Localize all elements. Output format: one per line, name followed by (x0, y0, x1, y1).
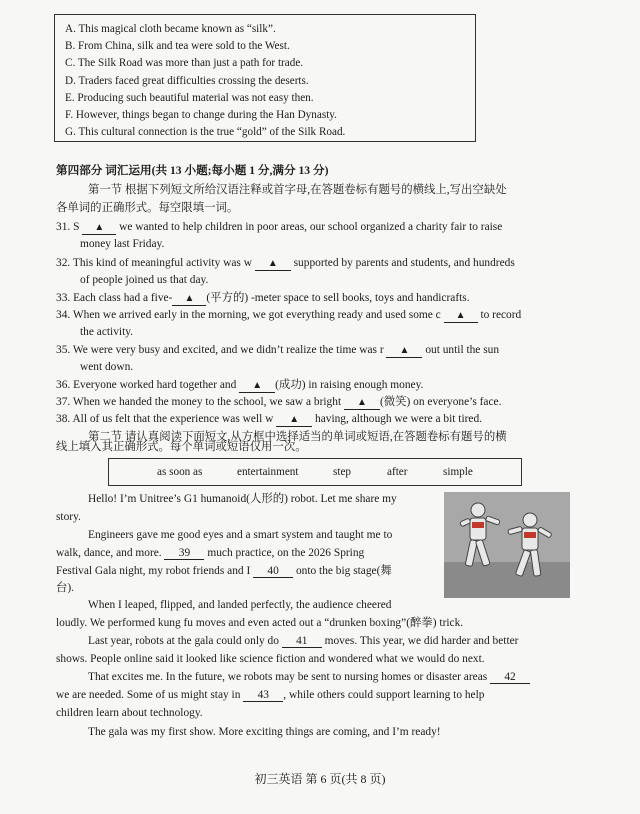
question-34 (56, 308, 521, 323)
p4-line1-text: Last year, robots at the gala could only do (88, 635, 282, 647)
page-footer: 初三英语 第 6 页(共 8 页) (254, 772, 386, 786)
passage-p2-line2 (56, 546, 364, 560)
question-35-cont: went down. (80, 361, 134, 373)
blank-42[interactable]: 42 (490, 671, 530, 684)
blank-39[interactable]: 39 (164, 547, 204, 560)
p5-line2-text: we are needed. Some of us might stay in (56, 689, 244, 701)
blank-43[interactable]: 43 (243, 689, 283, 702)
robot-photo (444, 492, 570, 598)
option-b: B. From China, silk and tea were sold to the West. (65, 40, 290, 53)
question-33 (56, 291, 470, 306)
question-31-cont: money last Friday. (80, 238, 165, 250)
q38-text: 38. All of us felt that the experience was well w (56, 413, 277, 425)
passage-p2-line3 (56, 564, 392, 578)
blank-40[interactable]: 40 (253, 565, 293, 578)
q35-text: 35. We were very busy and excited, and we didn’t realize the time was r (56, 344, 387, 356)
word-after: after (387, 466, 408, 478)
blank-41[interactable]: 41 (282, 635, 322, 648)
passage-p1-line1: Hello! I’m Unitree’s G1 humanoid(人形的) robot. Let me share my (88, 493, 397, 505)
passage-p5-line1 (88, 670, 530, 684)
triangle-icon: ▲ (357, 397, 367, 408)
question-37 (56, 395, 501, 410)
p2-line2-text: walk, dance, and more. (56, 547, 165, 559)
section1-instruction-line1: 第一节 根据下列短文所给汉语注释或首字母,在答题卷标有题号的横线上,写出空缺处 (88, 184, 507, 196)
triangle-icon: ▲ (289, 414, 300, 425)
passage-p4-line1 (88, 634, 518, 648)
option-g: G. This cultural connection is the true “gold” of the Silk Road. (65, 126, 346, 139)
q33-text-rest: (平方的) -meter space to sell books, toys and handicrafts. (206, 292, 470, 304)
question-32-cont: of people joined us that day. (80, 274, 209, 286)
passage-p4-line2: shows. People online said it looked like science fiction and wondered what we would do next. (56, 653, 485, 665)
option-f: F. However, things began to change during the Han Dynasty. (65, 109, 337, 122)
triangle-icon: ▲ (399, 345, 410, 356)
q34-text: 34. When we arrived early in the morning, we got everything ready and used some c (56, 309, 444, 321)
p2-line3-text: Festival Gala night, my robot friends and I (56, 565, 254, 577)
q31-text: 31. S (56, 221, 83, 233)
q31-blank[interactable] (82, 221, 116, 235)
q36-text: 36. Everyone worked hard together and (56, 379, 240, 391)
triangle-icon: ▲ (252, 380, 263, 391)
q32-blank[interactable] (255, 257, 291, 271)
section2-instruction-line1: 第二节 请认真阅读下面短文,从方框中选择适当的单词或短语,在答题卷标有题号的横 (88, 431, 507, 443)
q35-text-rest: out until the sun (422, 344, 500, 356)
q33-text: 33. Each class had a five- (56, 292, 173, 304)
q34-blank[interactable] (444, 309, 478, 323)
option-a: A. This magical cloth became known as “silk”. (65, 23, 276, 35)
option-e: E. Producing such beautiful material was not easy then. (65, 91, 314, 104)
passage-p5-line3: children learn about technology. (56, 707, 203, 719)
p5-line1-text: That excites me. In the future, we robots may be sent to nursing homes or disaster areas (88, 671, 491, 683)
q33-blank[interactable] (172, 292, 206, 306)
word-box (108, 458, 522, 486)
option-c: C. The Silk Road was more than just a path for trade. (65, 57, 304, 70)
part4-heading: 第四部分 词汇运用(共 13 小题;每小题 1 分,满分 13 分) (56, 164, 329, 177)
q36-text-rest: (成功) in raising enough money. (275, 379, 424, 391)
word-entertainment: entertainment (237, 466, 299, 478)
triangle-icon: ▲ (94, 222, 105, 233)
q34-text-rest: to record (477, 309, 522, 321)
q32-text: 32. This kind of meaningful activity was w (56, 257, 255, 269)
question-36 (56, 378, 423, 393)
question-32 (56, 256, 515, 271)
option-d: D. Traders faced great difficulties crossing the deserts. (65, 74, 309, 87)
q38-text-rest: having, although we were a bit tired. (312, 413, 483, 425)
triangle-icon: ▲ (184, 293, 195, 304)
word-as-soon-as: as soon as (157, 466, 203, 478)
passage-p3-line2: loudly. We performed kung fu moves and even acted out a “drunken boxing”(醉拳) trick. (56, 617, 464, 629)
q31-text-rest: we wanted to help children in poor areas, our school organized a charity fair to raise (119, 221, 503, 233)
q37-text-rest: (微笑) on everyone’s face. (379, 396, 502, 408)
q32-text-rest: supported by parents and students, and hundreds (290, 257, 515, 269)
p2-line3-rest: onto the big stage(舞 (293, 565, 392, 577)
p4-line1-rest: moves. This year, we did harder and better (321, 635, 519, 647)
options-box (54, 14, 476, 142)
q37-blank[interactable] (344, 396, 380, 410)
p2-line2-rest: much practice, on the 2026 Spring (204, 547, 365, 559)
q38-blank[interactable] (276, 413, 312, 427)
question-34-cont: the activity. (80, 326, 134, 338)
triangle-icon: ▲ (267, 258, 278, 269)
q35-blank[interactable] (386, 344, 422, 358)
question-35 (56, 343, 499, 358)
question-38 (56, 412, 482, 427)
passage-p5-line2 (56, 688, 484, 702)
passage-p1-line2: story. (56, 511, 81, 523)
passage-p2-line1: Engineers gave me good eyes and a smart system and taught me to (88, 529, 393, 541)
robot-illustration (444, 492, 570, 598)
q37-text: 37. When we handed the money to the school, we saw a bright (56, 396, 344, 408)
section2-instruction-line2: 线上填入其正确形式。每个单词或短语仅用一次。 (56, 441, 307, 453)
passage-p6-line1: The gala was my first show. More exciting things are coming, and I’m ready! (88, 726, 441, 738)
triangle-icon: ▲ (455, 310, 466, 321)
section1-instruction-line2: 各单词的正确形式。每空限填一词。 (56, 202, 239, 214)
question-31 (56, 220, 502, 235)
word-step: step (333, 466, 352, 478)
passage-p2-line4: 台). (56, 582, 75, 594)
word-simple: simple (443, 466, 473, 478)
q36-blank[interactable] (239, 379, 275, 393)
p5-line2-rest: , while others could support learning to help (283, 689, 485, 701)
passage-p3-line1: When I leaped, flipped, and landed perfectly, the audience cheered (88, 599, 392, 611)
